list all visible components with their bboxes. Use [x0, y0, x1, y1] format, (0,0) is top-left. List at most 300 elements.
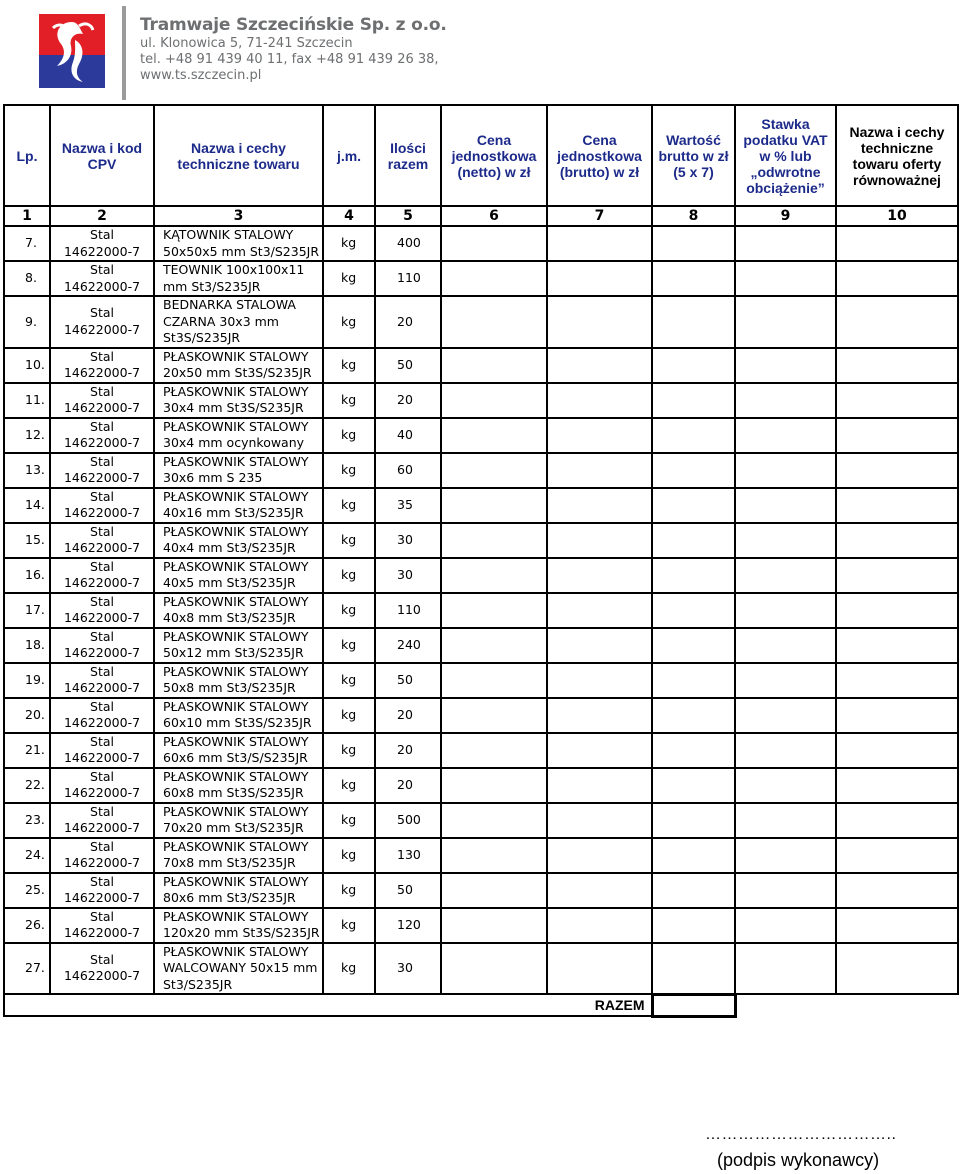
cpv-code: 14622000-7: [63, 890, 141, 905]
equivalent-product-field[interactable]: [836, 593, 958, 628]
equivalent-product-field[interactable]: [836, 348, 958, 383]
row-cpv: [50, 908, 154, 943]
price-form-table: [3, 104, 959, 1018]
row-unit: kg: [323, 593, 375, 628]
row-unit: kg: [323, 348, 375, 383]
cpv-name: Stal: [90, 453, 114, 469]
gross-price-field[interactable]: [547, 663, 652, 698]
row-description: [154, 558, 323, 593]
gross-price-field[interactable]: [547, 226, 652, 261]
equivalent-product-field[interactable]: [836, 838, 958, 873]
equivalent-product-field[interactable]: [836, 698, 958, 733]
row-cpv: [50, 768, 154, 803]
row-quantity: 20: [375, 296, 441, 348]
cpv-name: Stal: [90, 305, 114, 321]
net-price-field[interactable]: [441, 768, 547, 803]
equivalent-product-field[interactable]: [836, 383, 958, 418]
row-lp: 17.: [4, 593, 50, 628]
table-row: [4, 628, 958, 663]
gross-price-field[interactable]: [547, 296, 652, 348]
vat-rate-field[interactable]: [735, 803, 836, 838]
net-price-field[interactable]: [441, 803, 547, 838]
gross-value-field[interactable]: [652, 838, 735, 873]
gross-value-field[interactable]: [652, 593, 735, 628]
description-line: PŁASKOWNIK STALOWY: [163, 838, 309, 854]
table-row: [4, 453, 958, 488]
cpv-name: Stal: [90, 628, 114, 644]
net-price-field[interactable]: [441, 628, 547, 663]
table-row: [4, 908, 958, 943]
description-line: PŁASKOWNIK STALOWY: [163, 908, 309, 924]
cpv-name: Stal: [90, 348, 114, 364]
equivalent-product-field[interactable]: [836, 226, 958, 261]
row-unit: kg: [323, 803, 375, 838]
description-line: PŁASKOWNIK STALOWY: [163, 523, 309, 539]
description-line: 70x20 mm St3/S235JR: [163, 820, 304, 835]
vat-rate-field[interactable]: [735, 383, 836, 418]
row-quantity: 30: [375, 943, 441, 995]
row-cpv: [50, 803, 154, 838]
description-line: 60x10 mm St3S/S235JR: [163, 715, 312, 730]
cpv-name: Stal: [90, 908, 114, 924]
equivalent-product-field[interactable]: [836, 663, 958, 698]
cpv-name: Stal: [90, 383, 114, 399]
gross-value-field[interactable]: [652, 558, 735, 593]
row-unit: kg: [323, 768, 375, 803]
equivalent-product-field[interactable]: [836, 261, 958, 296]
equivalent-product-field[interactable]: [836, 733, 958, 768]
row-description: [154, 418, 323, 453]
gross-value-field[interactable]: [652, 296, 735, 348]
gross-value-field[interactable]: [652, 908, 735, 943]
equivalent-product-field[interactable]: [836, 908, 958, 943]
row-lp: 24.: [4, 838, 50, 873]
net-price-field[interactable]: [441, 261, 547, 296]
gross-price-field[interactable]: [547, 383, 652, 418]
net-price-field[interactable]: [441, 418, 547, 453]
row-unit: kg: [323, 943, 375, 995]
letterhead-divider: [122, 6, 126, 100]
total-value-field[interactable]: [652, 994, 735, 1016]
row-cpv: [50, 943, 154, 995]
description-line: 40x8 mm St3/S235JR: [163, 610, 296, 625]
gross-price-field[interactable]: [547, 803, 652, 838]
row-quantity: 20: [375, 768, 441, 803]
gross-value-field[interactable]: [652, 383, 735, 418]
table-row: [4, 873, 958, 908]
table-row: [4, 943, 958, 995]
row-cpv: [50, 383, 154, 418]
row-description: [154, 663, 323, 698]
row-unit: kg: [323, 226, 375, 261]
table-row: [4, 558, 958, 593]
gross-price-field[interactable]: [547, 838, 652, 873]
gross-price-field[interactable]: [547, 488, 652, 523]
col-header-equivalent: Nazwa i cechy techniczne towaru oferty równoważnej: [836, 105, 958, 206]
row-lp: 15.: [4, 523, 50, 558]
description-line: 30x4 mm ocynkowany: [163, 435, 305, 450]
vat-rate-field[interactable]: [735, 768, 836, 803]
col-number: 5: [375, 206, 441, 226]
row-lp: 22.: [4, 768, 50, 803]
gross-value-field[interactable]: [652, 226, 735, 261]
tramwaje-szczecinskie-logo: [39, 14, 105, 88]
vat-rate-field[interactable]: [735, 908, 836, 943]
cpv-code: 14622000-7: [63, 968, 141, 984]
gross-price-field[interactable]: [547, 523, 652, 558]
col-number: 7: [547, 206, 652, 226]
cpv-code: 14622000-7: [63, 470, 141, 485]
row-quantity: 50: [375, 873, 441, 908]
description-line: 20x50 mm St3S/S235JR: [163, 365, 312, 380]
gross-value-field[interactable]: [652, 873, 735, 908]
company-info: [140, 14, 447, 84]
row-description: [154, 261, 323, 296]
description-line: 60x6 mm St3/S/S235JR: [163, 750, 308, 765]
description-line: PŁASKOWNIK STALOWY: [163, 663, 309, 679]
net-price-field[interactable]: [441, 523, 547, 558]
description-line: PŁASKOWNIK STALOWY: [163, 348, 309, 364]
vat-rate-field[interactable]: [735, 873, 836, 908]
description-line: 60x8 mm St3S/S235JR: [163, 785, 304, 800]
total-spacer: [836, 994, 958, 1016]
net-price-field[interactable]: [441, 488, 547, 523]
description-line: PŁASKOWNIK STALOWY: [163, 593, 309, 609]
row-quantity: 50: [375, 663, 441, 698]
vat-rate-field[interactable]: [735, 663, 836, 698]
row-unit: kg: [323, 488, 375, 523]
net-price-field[interactable]: [441, 733, 547, 768]
row-lp: 14.: [4, 488, 50, 523]
description-line: PŁASKOWNIK STALOWY: [163, 628, 309, 644]
col-header-gross-price: Cena jednostkowa (brutto) w zł: [547, 105, 652, 206]
description-line: PŁASKOWNIK STALOWY: [163, 873, 309, 889]
description-line: 50x50x5 mm St3/S235JR: [163, 243, 320, 259]
cpv-code: 14622000-7: [63, 575, 141, 590]
cpv-name: Stal: [90, 768, 114, 784]
table-row: [4, 838, 958, 873]
row-lp: 13.: [4, 453, 50, 488]
total-spacer: [735, 994, 836, 1016]
equivalent-product-field[interactable]: [836, 418, 958, 453]
row-lp: 18.: [4, 628, 50, 663]
row-lp: 9.: [4, 296, 50, 348]
row-unit: kg: [323, 261, 375, 296]
cpv-name: Stal: [90, 523, 114, 539]
total-row: [4, 994, 958, 1016]
cpv-code: 14622000-7: [63, 321, 141, 337]
net-price-field[interactable]: [441, 908, 547, 943]
gross-price-field[interactable]: [547, 418, 652, 453]
equivalent-product-field[interactable]: [836, 803, 958, 838]
company-phone: tel. +48 91 439 40 11, fax +48 91 439 26 38,: [140, 52, 439, 67]
vat-rate-field[interactable]: [735, 733, 836, 768]
vat-rate-field[interactable]: [735, 261, 836, 296]
cpv-name: Stal: [90, 262, 114, 277]
gross-value-field[interactable]: [652, 523, 735, 558]
company-name: Tramwaje Szczecińskie Sp. z o.o.: [140, 15, 447, 35]
cpv-name: Stal: [90, 663, 114, 679]
gross-price-field[interactable]: [547, 558, 652, 593]
gross-price-field[interactable]: [547, 768, 652, 803]
description-line: PŁASKOWNIK STALOWY: [163, 488, 309, 504]
gross-value-field[interactable]: [652, 418, 735, 453]
row-cpv: [50, 733, 154, 768]
net-price-field[interactable]: [441, 558, 547, 593]
net-price-field[interactable]: [441, 296, 547, 348]
row-quantity: 120: [375, 908, 441, 943]
row-cpv: [50, 523, 154, 558]
row-description: [154, 488, 323, 523]
vat-rate-field[interactable]: [735, 628, 836, 663]
gross-value-field[interactable]: [652, 348, 735, 383]
description-line: 40x5 mm St3/S235JR: [163, 575, 296, 590]
row-unit: kg: [323, 908, 375, 943]
equivalent-product-field[interactable]: [836, 453, 958, 488]
row-description: [154, 943, 323, 995]
net-price-field[interactable]: [441, 593, 547, 628]
gross-value-field[interactable]: [652, 488, 735, 523]
row-quantity: 60: [375, 453, 441, 488]
row-quantity: 40: [375, 418, 441, 453]
vat-rate-field[interactable]: [735, 418, 836, 453]
row-description: [154, 348, 323, 383]
vat-rate-field[interactable]: [735, 348, 836, 383]
row-quantity: 110: [375, 593, 441, 628]
gross-price-field[interactable]: [547, 698, 652, 733]
description-line: 120x20 mm St3S/S235JR: [163, 925, 320, 940]
row-unit: kg: [323, 733, 375, 768]
cpv-code: 14622000-7: [63, 400, 141, 415]
cpv-code: 14622000-7: [63, 435, 141, 450]
signature-line: ……………………………..: [705, 1126, 897, 1143]
gross-price-field[interactable]: [547, 873, 652, 908]
row-description: [154, 628, 323, 663]
row-description: [154, 873, 323, 908]
row-cpv: [50, 628, 154, 663]
cpv-code: 14622000-7: [63, 820, 141, 835]
table-row: [4, 733, 958, 768]
description-line: St3S/S235JR: [163, 330, 241, 345]
gross-price-field[interactable]: [547, 943, 652, 995]
gross-price-field[interactable]: [547, 628, 652, 663]
row-lp: 21.: [4, 733, 50, 768]
row-lp: 27.: [4, 943, 50, 995]
row-description: [154, 803, 323, 838]
row-unit: kg: [323, 628, 375, 663]
vat-rate-field[interactable]: [735, 488, 836, 523]
row-quantity: 20: [375, 733, 441, 768]
gross-price-field[interactable]: [547, 348, 652, 383]
col-number: 6: [441, 206, 547, 226]
gross-value-field[interactable]: [652, 733, 735, 768]
description-line: St3/S235JR: [163, 976, 233, 992]
row-unit: kg: [323, 296, 375, 348]
cpv-name: Stal: [90, 873, 114, 889]
row-description: [154, 733, 323, 768]
col-number: 8: [652, 206, 735, 226]
cpv-code: 14622000-7: [63, 645, 141, 660]
cpv-code: 14622000-7: [63, 505, 141, 520]
row-lp: 26.: [4, 908, 50, 943]
cpv-code: 14622000-7: [63, 785, 141, 800]
col-header-qty: Ilości razem: [375, 105, 441, 206]
row-cpv: [50, 348, 154, 383]
row-unit: kg: [323, 453, 375, 488]
equivalent-product-field[interactable]: [836, 523, 958, 558]
col-number: 3: [154, 206, 323, 226]
row-description: [154, 908, 323, 943]
vat-rate-field[interactable]: [735, 296, 836, 348]
header-row: [4, 105, 958, 206]
row-quantity: 500: [375, 803, 441, 838]
row-unit: kg: [323, 558, 375, 593]
gross-price-field[interactable]: [547, 453, 652, 488]
row-unit: kg: [323, 523, 375, 558]
equivalent-product-field[interactable]: [836, 628, 958, 663]
row-cpv: [50, 418, 154, 453]
table-row: [4, 768, 958, 803]
gross-value-field[interactable]: [652, 628, 735, 663]
cpv-code: 14622000-7: [63, 750, 141, 765]
description-line: PŁASKOWNIK STALOWY: [163, 418, 309, 434]
net-price-field[interactable]: [441, 226, 547, 261]
gross-value-field[interactable]: [652, 663, 735, 698]
net-price-field[interactable]: [441, 943, 547, 995]
description-line: 80x6 mm St3/S235JR: [163, 890, 296, 905]
row-unit: kg: [323, 383, 375, 418]
row-quantity: 130: [375, 838, 441, 873]
net-price-field[interactable]: [441, 838, 547, 873]
row-quantity: 20: [375, 383, 441, 418]
row-cpv: [50, 558, 154, 593]
row-cpv: [50, 698, 154, 733]
vat-rate-field[interactable]: [735, 226, 836, 261]
row-cpv: [50, 453, 154, 488]
gross-price-field[interactable]: [547, 908, 652, 943]
row-cpv: [50, 593, 154, 628]
row-quantity: 400: [375, 226, 441, 261]
gross-value-field[interactable]: [652, 768, 735, 803]
description-line: 70x8 mm St3/S235JR: [163, 855, 296, 870]
row-lp: 10.: [4, 348, 50, 383]
cpv-code: 14622000-7: [63, 610, 141, 625]
cpv-code: 14622000-7: [63, 680, 141, 695]
net-price-field[interactable]: [441, 663, 547, 698]
table-row: [4, 523, 958, 558]
description-line: 50x12 mm St3/S235JR: [163, 645, 304, 660]
table-row: [4, 418, 958, 453]
gross-price-field[interactable]: [547, 261, 652, 296]
gross-price-field[interactable]: [547, 593, 652, 628]
col-number: 2: [50, 206, 154, 226]
cpv-code: 14622000-7: [63, 365, 141, 380]
col-header-gross-value: Wartość brutto w zł (5 x 7): [652, 105, 735, 206]
row-cpv: [50, 488, 154, 523]
cpv-code: 14622000-7: [63, 540, 141, 555]
description-line: WALCOWANY 50x15 mm: [163, 960, 318, 975]
gross-value-field[interactable]: [652, 698, 735, 733]
description-line: TEOWNIK 100x100x11: [163, 262, 305, 277]
description-line: PŁASKOWNIK STALOWY: [163, 768, 309, 784]
column-number-row: [4, 206, 958, 226]
gross-price-field[interactable]: [547, 733, 652, 768]
row-description: [154, 698, 323, 733]
table-row: [4, 698, 958, 733]
table-row: [4, 226, 958, 261]
col-number: 9: [735, 206, 836, 226]
cpv-name: Stal: [90, 951, 114, 967]
row-quantity: 30: [375, 523, 441, 558]
equivalent-product-field[interactable]: [836, 943, 958, 995]
equivalent-product-field[interactable]: [836, 488, 958, 523]
row-description: [154, 523, 323, 558]
net-price-field[interactable]: [441, 698, 547, 733]
row-description: [154, 768, 323, 803]
description-line: KĄTOWNIK STALOWY: [163, 227, 294, 242]
row-quantity: 30: [375, 558, 441, 593]
net-price-field[interactable]: [441, 453, 547, 488]
cpv-name: Stal: [90, 418, 114, 434]
description-line: PŁASKOWNIK STALOWY: [163, 733, 309, 749]
equivalent-product-field[interactable]: [836, 558, 958, 593]
description-line: CZARNA 30x3 mm: [163, 313, 279, 329]
row-unit: kg: [323, 698, 375, 733]
row-unit: kg: [323, 873, 375, 908]
gross-value-field[interactable]: [652, 261, 735, 296]
vat-rate-field[interactable]: [735, 593, 836, 628]
description-line: 30x4 mm St3S/S235JR: [163, 400, 304, 415]
net-price-field[interactable]: [441, 873, 547, 908]
cpv-name: Stal: [90, 733, 114, 749]
row-unit: kg: [323, 418, 375, 453]
row-quantity: 240: [375, 628, 441, 663]
row-cpv: [50, 663, 154, 698]
row-description: [154, 383, 323, 418]
vat-rate-field[interactable]: [735, 453, 836, 488]
vat-rate-field[interactable]: [735, 943, 836, 995]
cpv-code: 14622000-7: [63, 925, 141, 940]
description-line: PŁASKOWNIK STALOWY: [163, 558, 309, 574]
row-lp: 8.: [4, 261, 50, 296]
table-row: [4, 803, 958, 838]
vat-rate-field[interactable]: [735, 838, 836, 873]
net-price-field[interactable]: [441, 348, 547, 383]
row-lp: 7.: [4, 226, 50, 261]
row-lp: 11.: [4, 383, 50, 418]
col-header-unit: j.m.: [323, 105, 375, 206]
table-row: [4, 488, 958, 523]
total-label: RAZEM: [4, 994, 652, 1016]
equivalent-product-field[interactable]: [836, 296, 958, 348]
table-row: [4, 383, 958, 418]
vat-rate-field[interactable]: [735, 523, 836, 558]
gross-value-field[interactable]: [652, 453, 735, 488]
vat-rate-field[interactable]: [735, 558, 836, 593]
gross-value-field[interactable]: [652, 803, 735, 838]
row-description: [154, 593, 323, 628]
vat-rate-field[interactable]: [735, 698, 836, 733]
equivalent-product-field[interactable]: [836, 873, 958, 908]
gross-value-field[interactable]: [652, 943, 735, 995]
row-quantity: 110: [375, 261, 441, 296]
equivalent-product-field[interactable]: [836, 768, 958, 803]
net-price-field[interactable]: [441, 383, 547, 418]
row-lp: 19.: [4, 663, 50, 698]
row-cpv: [50, 838, 154, 873]
row-description: [154, 838, 323, 873]
row-quantity: 35: [375, 488, 441, 523]
